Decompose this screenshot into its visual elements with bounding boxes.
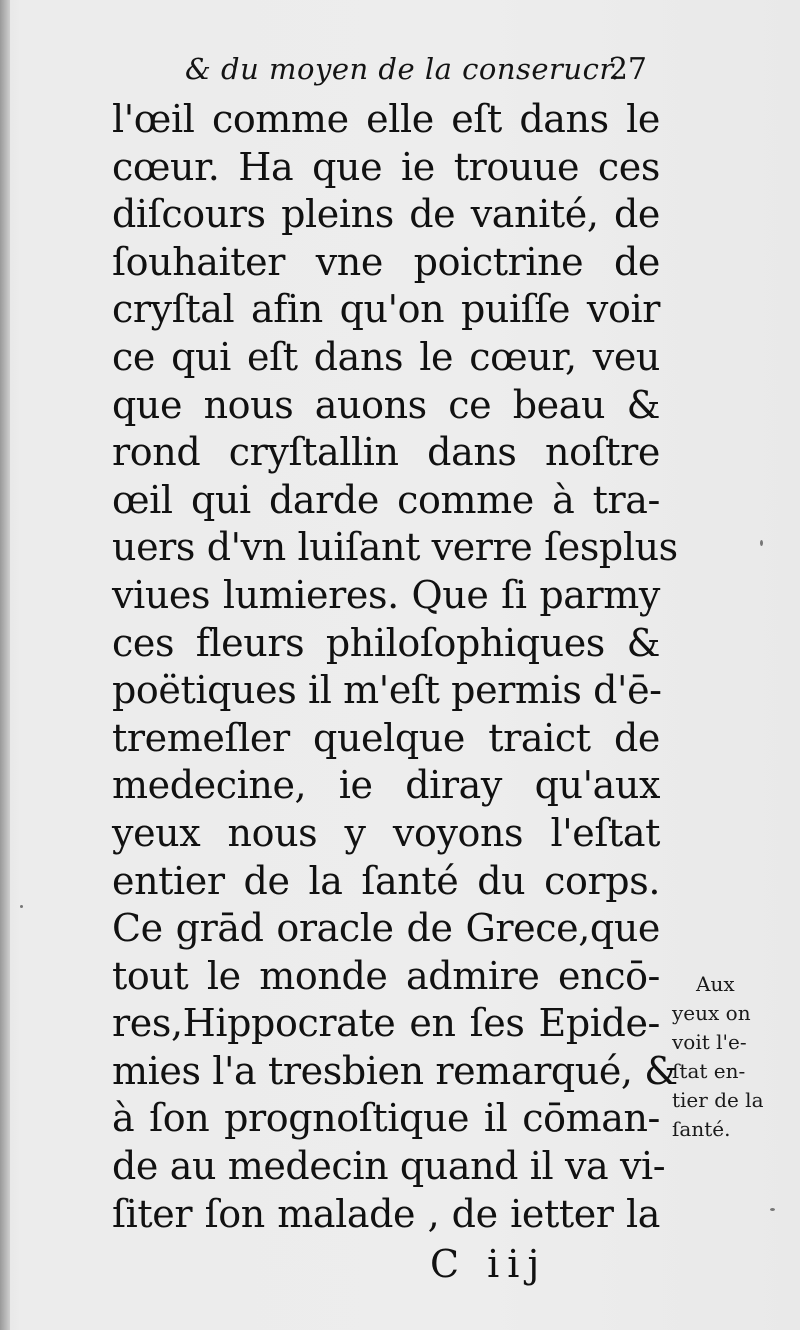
marginal-note-line: tier de la	[672, 1088, 764, 1112]
page-header	[185, 52, 655, 102]
marginal-note-line: ſanté.	[672, 1117, 731, 1141]
marginal-note-line: ſtat en-	[672, 1059, 746, 1083]
marginal-note-line: Aux	[696, 972, 735, 996]
marginal-note-line: voit l'e-	[672, 1030, 747, 1054]
paper-speck	[770, 1208, 775, 1211]
text-line: ſiter ſon malade , de ietter la	[112, 1191, 660, 1236]
text-line: ce qui eſt dans le cœur, veu	[112, 334, 660, 379]
text-line: diſcours pleins de vanité, de	[112, 192, 660, 237]
text-line: cœur. Ha que ie trouue ces	[112, 144, 660, 189]
text-line: medecine, ie diray qu'aux	[112, 763, 660, 808]
running-title: & du moyen de la conserucr.	[185, 52, 621, 86]
page-binding-edge	[0, 0, 10, 1330]
text-line: Ce grād oracle de Grece,que	[112, 906, 660, 951]
text-line: entier de la ſanté du corps.	[112, 858, 660, 903]
signature-mark: C iij	[430, 1242, 548, 1286]
text-line: œil qui darde comme à tra-	[112, 477, 660, 522]
text-line: ces fleurs philoſophiques &	[112, 620, 660, 665]
text-line: rond cryſtallin dans noſtre	[112, 430, 660, 475]
marginal-note-line: yeux on	[672, 1001, 751, 1025]
text-line: de au medecin quand il va vi-	[112, 1144, 666, 1189]
text-line: poëtiques il m'eſt permis d'ē-	[112, 668, 662, 713]
text-line: que nous auons ce beau &	[112, 382, 660, 427]
paper-speck	[760, 540, 763, 546]
text-line: viues lumieres. Que ſi parmy	[112, 572, 660, 617]
text-line: res,Hippocrate en ſes Epide-	[112, 1001, 660, 1046]
text-line: ſouhaiter vne poictrine de	[112, 239, 660, 284]
body-text	[112, 96, 678, 1238]
marginal-note	[672, 970, 792, 1144]
text-line: cryſtal afin qu'on puiſſe voir	[112, 287, 660, 332]
text-line: tout le monde admire encō-	[112, 953, 660, 998]
text-line: mies l'a tresbien remarqué, &	[112, 1048, 678, 1093]
page-number: 27	[608, 52, 647, 87]
paper-speck	[20, 905, 23, 908]
text-line: yeux nous y voyons l'eſtat	[112, 810, 660, 855]
text-line: tremeſler quelque traict de	[112, 715, 660, 760]
text-line: uers d'vn luiſant verre ſesplus	[112, 525, 678, 570]
text-line: à ſon prognoſtique il cōman-	[112, 1096, 660, 1141]
text-line: l'œil comme elle eſt dans le	[112, 97, 660, 141]
